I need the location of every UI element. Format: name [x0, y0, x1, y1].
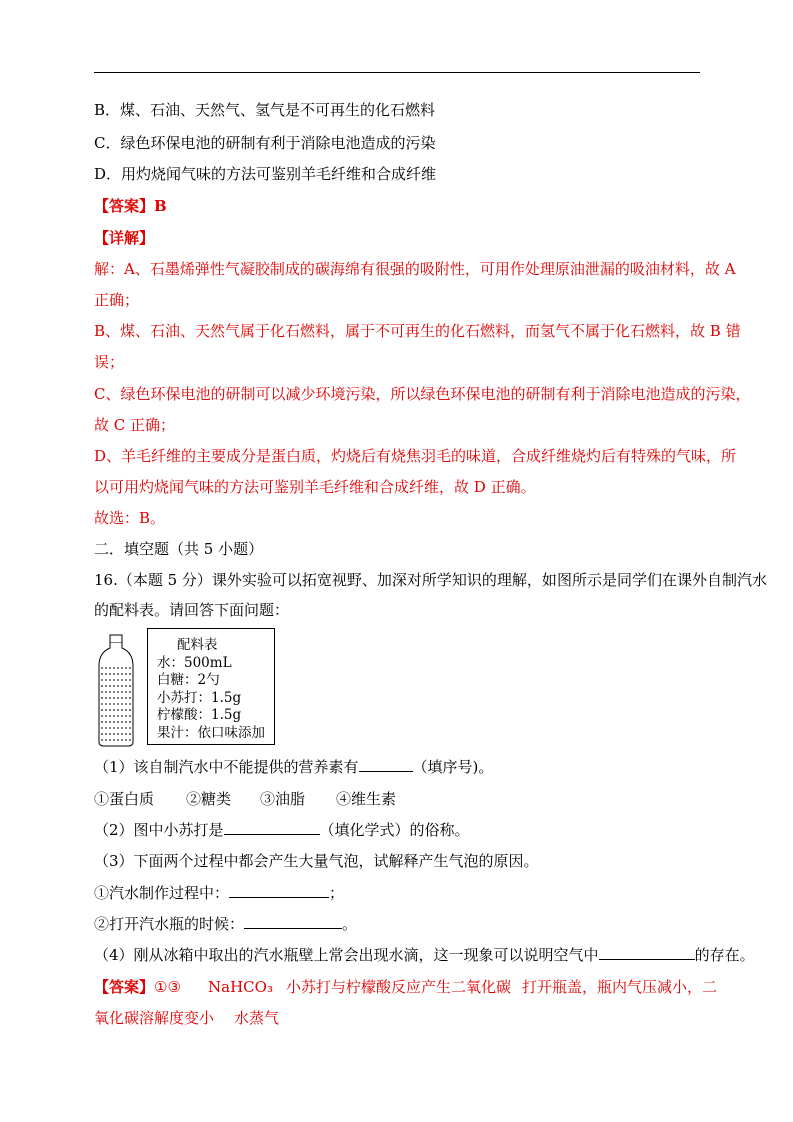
explanation-line: 误；: [94, 353, 125, 371]
q16-part3b: [94, 914, 706, 934]
detail-label: 【详解】: [94, 229, 155, 247]
explanation-line: 以可用灼烧闻气味的方法可鉴别羊毛纤维和合成纤维，故 D 正确。: [94, 478, 536, 496]
option-c: C．绿色环保电池的研制有利于消除电池造成的污染: [94, 134, 436, 152]
q16-part2: [94, 820, 706, 840]
soda-bottle-illustration: [94, 634, 138, 748]
answer-blank: [359, 757, 413, 772]
q16-part3a-suffix: ；: [329, 884, 345, 902]
q16-part1: [94, 757, 706, 777]
recipe-title: 配料表: [177, 637, 218, 653]
q16-part3a-text: ①汽水制作过程中：: [94, 884, 230, 902]
answer-label: 【答案】: [94, 197, 155, 215]
q16-choices: [94, 789, 706, 809]
answer-1: ①③: [154, 978, 181, 996]
choice-vitamin: ④维生素: [336, 790, 397, 808]
header-rule: [94, 72, 700, 73]
q16-part2-text: （2）图中小苏打是: [94, 821, 224, 839]
answer-blank: [224, 820, 320, 835]
answer-label: 【答案】: [94, 978, 155, 996]
answer-3: 小苏打与柠檬酸反应产生二氧化碳: [286, 978, 512, 996]
choice-protein: ①蛋白质: [94, 790, 155, 808]
q16-part4: [94, 945, 755, 965]
recipe-item: 小苏打：1.5g: [157, 689, 242, 706]
q16-stem-line1: 16.（本题 5 分）课外实验可以拓宽视野、加深对所学知识的理解，如图所示是同学们在课外自制汽水: [94, 571, 767, 589]
q16-part1-text: （1）该自制汽水中不能提供的营养素有: [94, 758, 359, 776]
explanation-line: B、煤、石油、天然气属于化石燃料，属于不可再生的化石燃料，而氢气不属于化石燃料，故 B 错: [94, 322, 741, 340]
q16-answer-line2: [94, 1008, 706, 1028]
recipe-item: 柠檬酸：1.5g: [157, 707, 242, 723]
explanation-line: 故选：B。: [94, 509, 166, 527]
q16-part3: （3）下面两个过程中都会产生大量气泡，试解释产生气泡的原因。: [94, 852, 539, 870]
answer-4: 打开瓶盖，瓶内气压减小，二: [522, 978, 718, 996]
option-d: D．用灼烧闻气味的方法可鉴别羊毛纤维和合成纤维: [94, 165, 437, 183]
answer-4-cont: 氧化碳溶解度变小: [94, 1009, 215, 1027]
q16-part3b-suffix: 。: [342, 915, 358, 933]
explanation-line: C、绿色环保电池的研制可以减少环境污染，所以绿色环保电池的研制有利于消除电池造成的污染，: [94, 385, 751, 403]
q16-part4-suffix: 的存在。: [694, 946, 755, 964]
explanation-line: D、羊毛纤维的主要成分是蛋白质，灼烧后有烧焦羽毛的味道，合成纤维烧灼后有特殊的气味，所: [94, 447, 737, 465]
q16-part3a: [94, 883, 706, 903]
explanation-line: 故 C 正确；: [94, 416, 176, 434]
explanation-line: 正确；: [94, 291, 140, 309]
q16-stem-line2: 的配料表。请回答下面问题：: [94, 601, 290, 619]
answer-2: NaHCO₃: [208, 978, 273, 996]
recipe-item: 白糖：2勺: [157, 672, 220, 688]
q16-part4-text: （4）刚从冰箱中取出的汽水瓶壁上常会出现水滴，这一现象可以说明空气中: [94, 946, 599, 964]
section-title: 二．填空题（共 5 小题）: [94, 540, 264, 558]
answer-value: B: [154, 197, 167, 215]
answer-blank: [229, 883, 329, 898]
recipe-item: 果汁：依口味添加: [157, 724, 265, 741]
answer-15: [94, 196, 706, 216]
recipe-table: [147, 628, 275, 745]
answer-blank: [244, 914, 342, 929]
explanation-line: 解：A、石墨烯弹性气凝胶制成的碳海绵有很强的吸附性，可用作处理原油泄漏的吸油材料，故 A: [94, 260, 736, 278]
q16-part3b-text: ②打开汽水瓶的时候：: [94, 915, 245, 933]
recipe-item: 水：500mL: [157, 654, 232, 671]
q16-part2-suffix: （填化学式）的俗称。: [319, 821, 470, 839]
choice-fat: ③油脂: [260, 790, 306, 808]
q16-answer-line1: [94, 977, 718, 997]
answer-blank: [599, 945, 695, 960]
choice-sugar: ②糖类: [186, 790, 232, 808]
q16-part1-suffix: （填序号)。: [412, 758, 494, 776]
option-b: B．煤、石油、天然气、氢气是不可再生的化石燃料: [94, 101, 436, 119]
answer-5: 水蒸气: [234, 1009, 280, 1027]
